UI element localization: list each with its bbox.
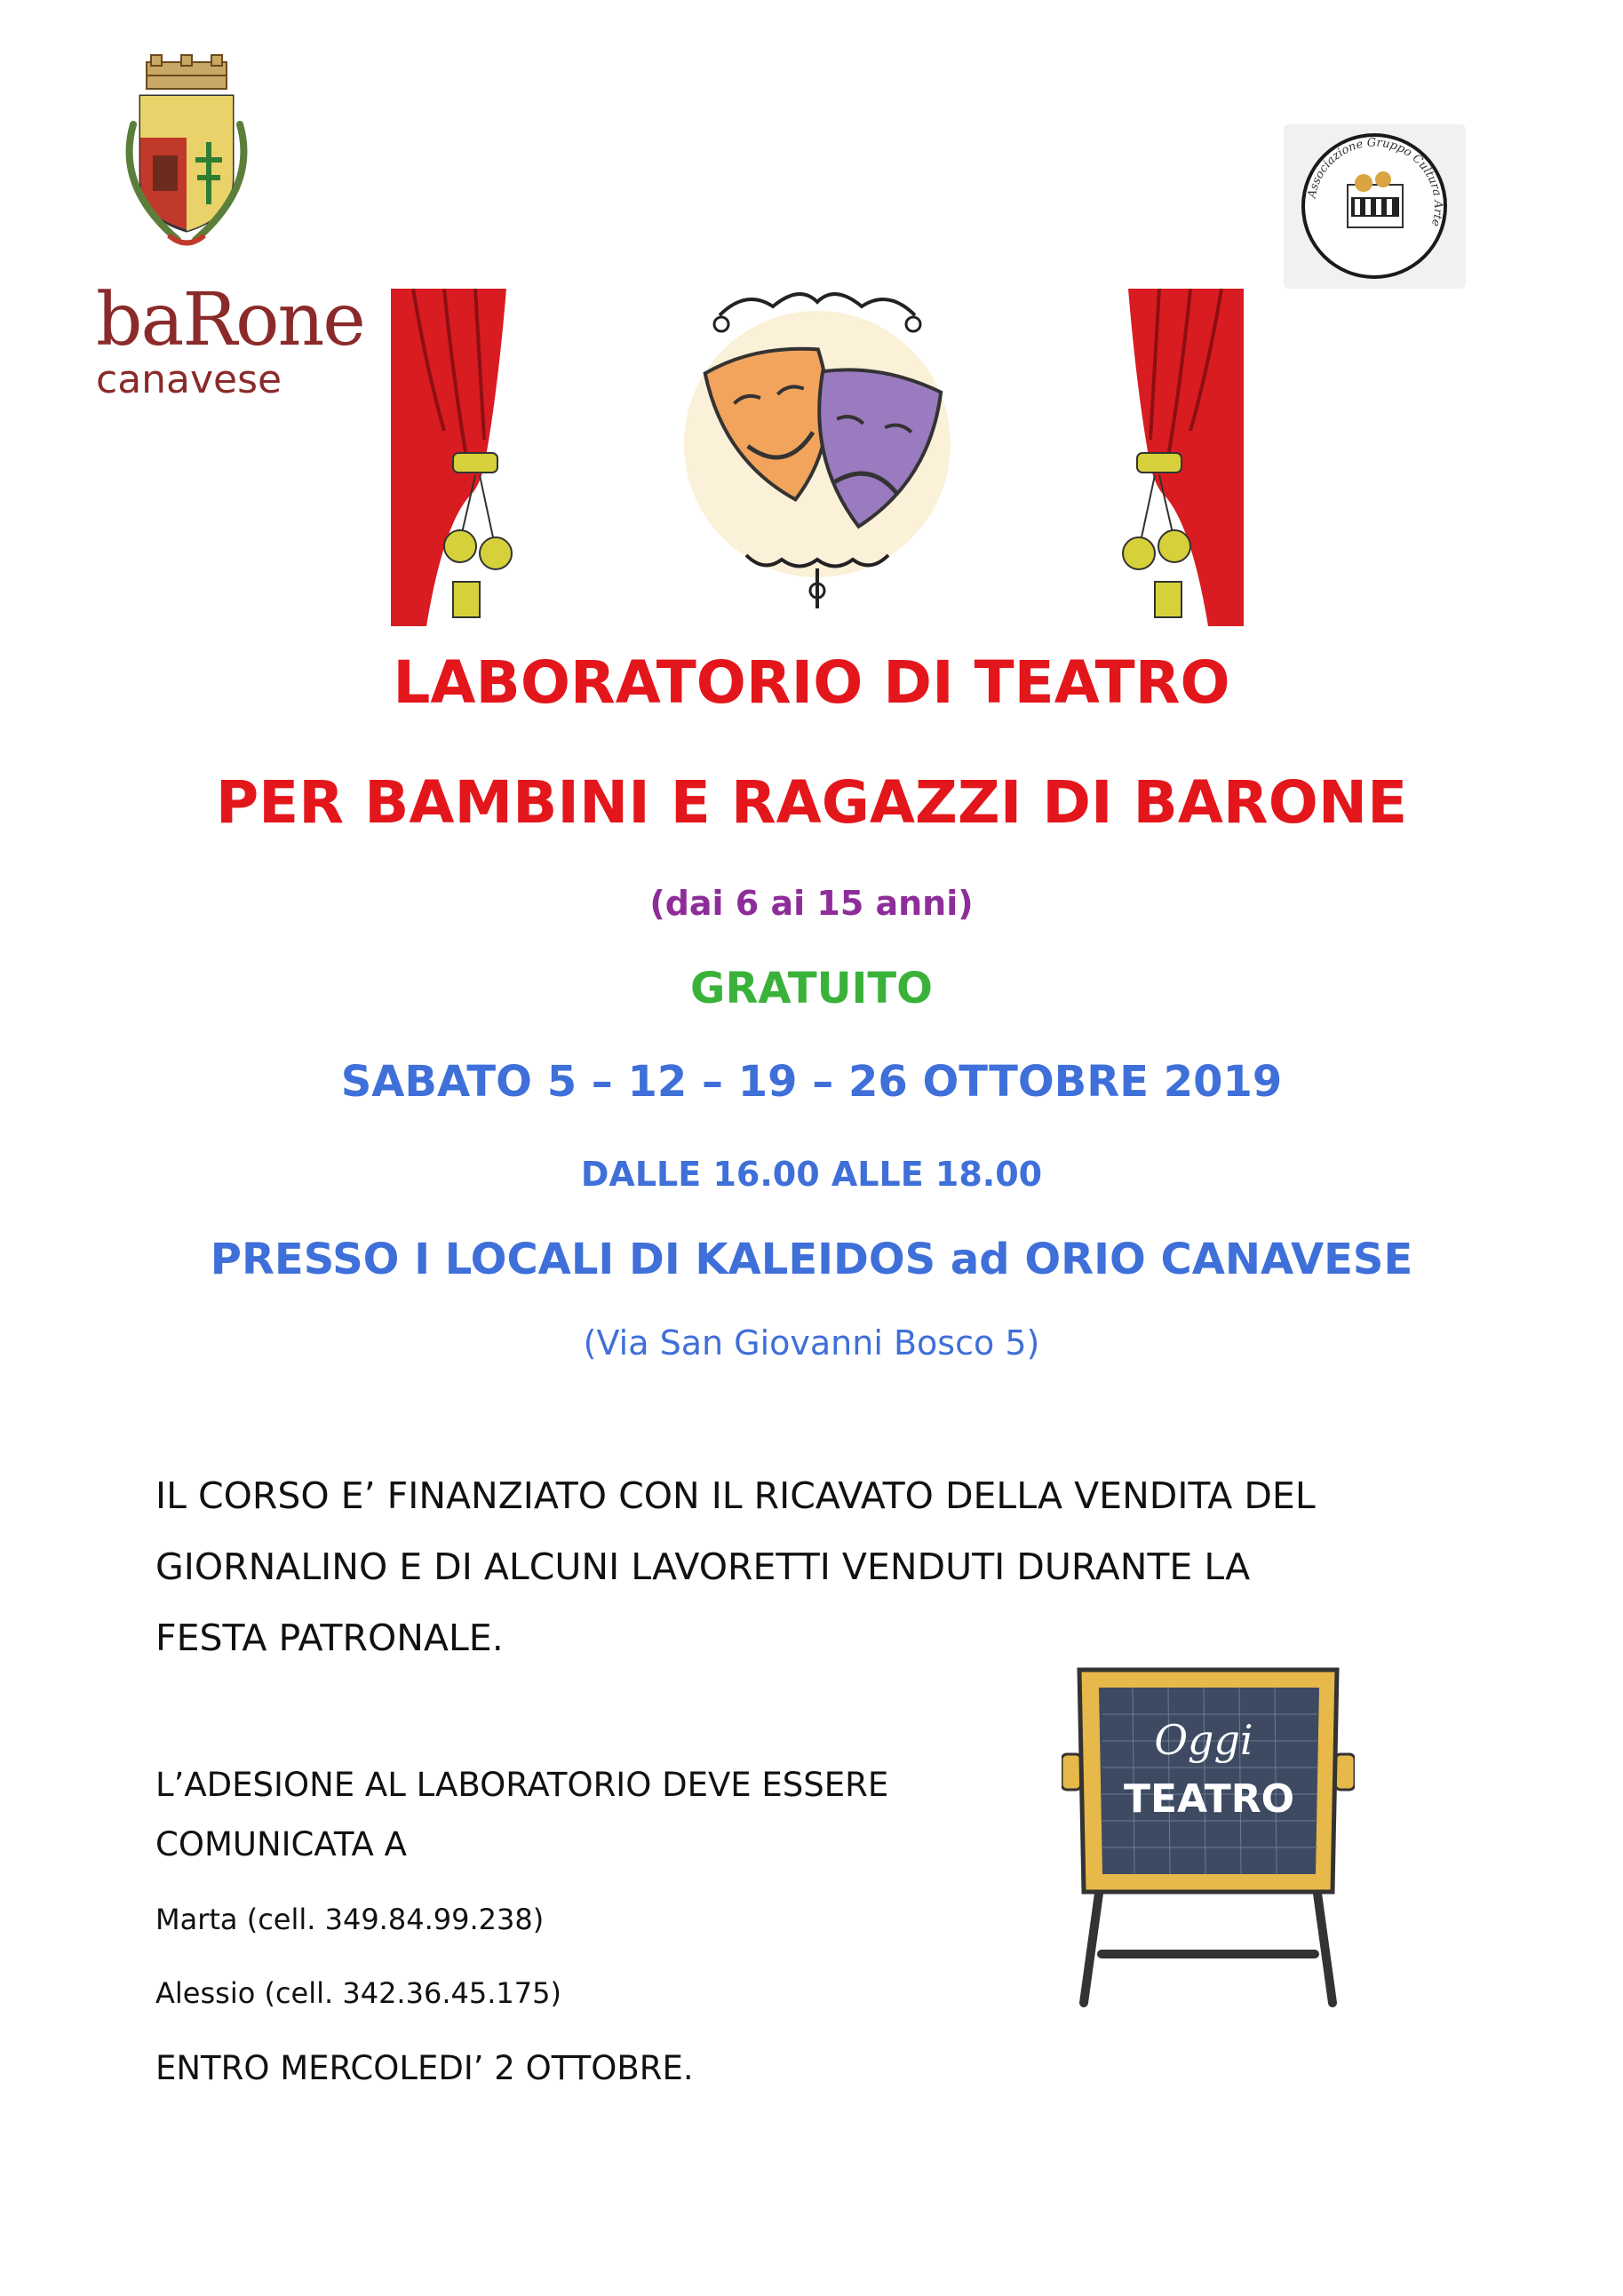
age-range: (dai 6 ai 15 anni) xyxy=(649,884,974,923)
headline-line-2: PER BAMBINI E RAGAZZI DI BARONE xyxy=(215,768,1408,837)
theatre-curtain-illustration xyxy=(391,289,1244,626)
event-time: DALLE 16.00 ALLE 18.00 xyxy=(580,1155,1043,1194)
municipality-subtitle: canavese xyxy=(96,357,282,402)
headline-line-1: LABORATORIO DI TEATRO xyxy=(393,648,1230,717)
board-word-oggi: Oggi xyxy=(1154,1716,1253,1764)
event-dates: SABATO 5 – 12 – 19 – 26 OTTOBRE 2019 xyxy=(340,1057,1283,1107)
association-logo xyxy=(1284,124,1466,289)
board-word-teatro: TEATRO xyxy=(1123,1776,1295,1822)
funding-line-3: FESTA PATRONALE. xyxy=(155,1617,504,1659)
municipality-logo xyxy=(96,278,364,402)
association-arc-text: Associazione Gruppo Cultura Arte xyxy=(1305,136,1445,228)
association-emblem-icon xyxy=(1284,124,1466,289)
chalkboard-easel-illustration xyxy=(1062,1661,1355,2012)
contact-marta: Marta (cell. 349.84.99.238) xyxy=(155,1903,545,1936)
municipality-name: baRone xyxy=(96,278,364,362)
registration-line-2: COMUNICATA A xyxy=(155,1825,407,1863)
registration-deadline: ENTRO MERCOLEDI’ 2 OTTOBRE. xyxy=(155,2049,694,2087)
event-address: (Via San Giovanni Bosco 5) xyxy=(583,1323,1040,1363)
funding-line-2: GIORNALINO E DI ALCUNI LAVORETTI VENDUTI DURANTE LA xyxy=(155,1545,1251,1588)
coat-of-arms-icon xyxy=(107,53,267,253)
price-label: GRATUITO xyxy=(690,964,933,1013)
contact-alessio: Alessio (cell. 342.36.45.175) xyxy=(155,1976,561,2010)
registration-line-1: L’ADESIONE AL LABORATORIO DEVE ESSERE xyxy=(155,1766,889,1804)
event-venue: PRESSO I LOCALI DI KALEIDOS ad ORIO CANAVESE xyxy=(210,1235,1413,1284)
funding-line-1: IL CORSO E’ FINANZIATO CON IL RICAVATO DELLA VENDITA DEL xyxy=(155,1474,1316,1517)
